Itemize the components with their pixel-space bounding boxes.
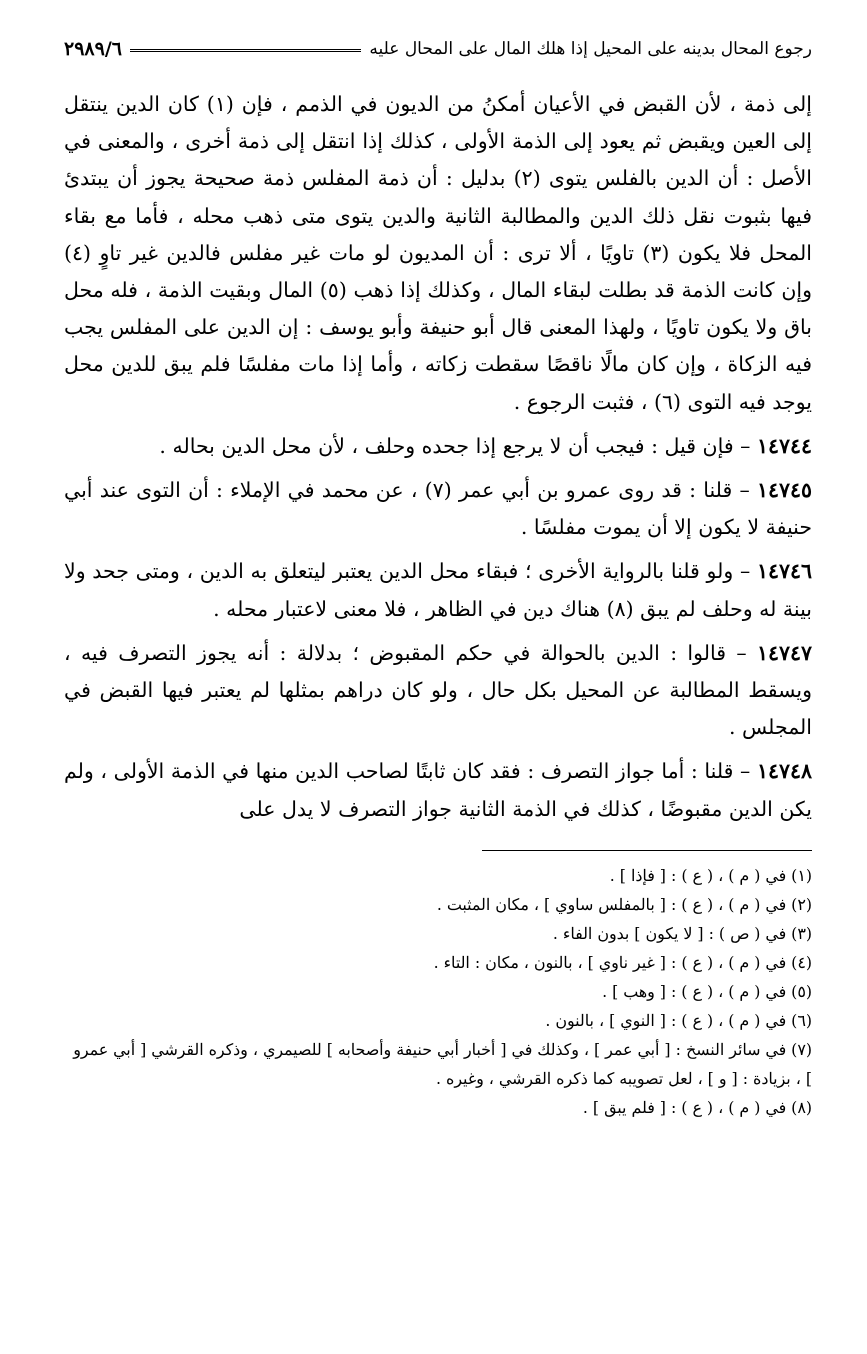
- numbered-paragraph: [64, 428, 812, 465]
- footnote-separator: [482, 850, 812, 851]
- paragraph-text: – فإن قيل : فيجب أن لا يرجع إذا جحده وحلف ، لأن محل الدين بحاله .: [159, 433, 751, 458]
- paragraph-text: – قلنا : أما جواز التصرف : فقد كان ثابتًا لصاحب الدين منها في الذمة الأولى ، ولم يكن الدين مقبوضًا ، كذلك في الذمة الثانية جواز التصرف لا يدل على: [64, 759, 812, 821]
- paragraph-number: ١٤٧٤٧: [756, 640, 812, 665]
- paragraph: [64, 86, 812, 421]
- book-page: [64, 34, 812, 1324]
- paragraph-number: ١٤٧٤٨: [756, 759, 812, 784]
- footnote: (٢) في ( م ) ، ( ع ) : [ بالمفلس ساوي ] ، مكان المثبت .: [436, 894, 812, 914]
- page-header: [64, 34, 812, 64]
- footnote: (٨) في ( م ) ، ( ع ) : [ فلم يبق ] .: [582, 1097, 812, 1117]
- running-title: رجوع المحال بدينه على المحيل إذا هلك المال على المحال عليه: [369, 39, 812, 59]
- paragraph-text: – قلنا : قد روى عمرو بن أبي عمر (٧) ، عن محمد في الإملاء : أن التوى عند أبي حنيفة لا يكون إلا أن يموت مفلسًا .: [64, 478, 812, 540]
- numbered-paragraph: [64, 553, 812, 627]
- footnote: (٦) في ( م ) ، ( ع ) : [ النوي ] ، بالنون .: [545, 1010, 812, 1030]
- paragraph-number: ١٤٧٤٥: [756, 478, 812, 503]
- paragraph-text: – ولو قلنا بالرواية الأخرى ؛ فبقاء محل الدين يعتبر ليتعلق به الدين ، ومتى جحد ولا بينة له وحلف لم يبق (٨) هناك دين في الظاهر ، فلا معنى لاعتبار محله .: [64, 559, 812, 621]
- numbered-paragraph: [64, 635, 812, 747]
- numbered-paragraph: [64, 753, 812, 827]
- footnote: (٣) في ( ص ) : [ لا يكون ] بدون الفاء .: [552, 923, 812, 943]
- footnote: (١) في ( م ) ، ( ع ) : [ فإذا ] .: [609, 865, 812, 885]
- footnote: (٥) في ( م ) ، ( ع ) : [ وهب ] .: [602, 981, 812, 1001]
- paragraph-text: إلى ذمة ، لأن القبض في الأعيان أمكنُ من الديون في الذمم ، فإن (١) كان الدين ينتقل إلى العين ويقبض ثم يعود إلى الذمة الأولى ، كذلك إذا انتقل إلى ذمة أخرى ، والمعنى في الأصل : أن الدين بالفلس يتوى (٢) بدليل : أن ذمة المفلس ذمة صحيحة يجوز أن يبتدئ فيها بثبوت نقل ذلك الدين والمطالبة الثانية والدين يتوى متى ذهب محله ، فأما مع بقاء المحل فلا يكون (٣) تاويًا ، ألا ترى : أن المديون لو مات غير مفلس فالدين غير تاوٍ (٤) وإن كانت الذمة قد بطلت لبقاء المال ، وكذلك إذا ذهب (٥) المال وبقيت الذمة ، فله محل باق ولا يكون تاويًا ، ولهذا المعنى قال أبو حنيفة وأبو يوسف : إن الدين على المفلس يجب فيه الزكاة ، وإن كان مالًا ناقصًا سقطت زكاته ، وأما إذا مات مفلسًا فلم يبق للدين محل يوجد فيه التوى (٦) ، فثبت الرجوع .: [64, 92, 813, 414]
- header-rule: [130, 49, 361, 52]
- page-number: ٢٩٨٩/٦: [64, 38, 122, 60]
- paragraph-number: ١٤٧٤٤: [756, 433, 812, 458]
- paragraph-number: ١٤٧٤٦: [756, 559, 812, 584]
- footnotes: [64, 861, 812, 1122]
- footnote: (٤) في ( م ) ، ( ع ) : [ غير ناوي ] ، بالنون ، مكان : التاء .: [433, 952, 812, 972]
- numbered-paragraph: [64, 472, 812, 546]
- main-text: [64, 86, 812, 828]
- paragraph-text: – قالوا : الدين بالحوالة في حكم المقبوض ؛ بدلالة : أنه يجوز التصرف فيه ، ويسقط المطالبة عن المحيل بكل حال ، ولو كان دراهم بمثلها لم يعتبر فيها القبض في المجلس .: [64, 640, 812, 740]
- footnote: (٧) في سائر النسخ : [ أبي عمر ] ، وكذلك في [ أخبار أبي حنيفة وأصحابه ] للصيمري ، وذكره القرشي [ أبي عمرو ] ، بزيادة : [ و ] ، لعل تصويبه كما ذكره القرشي ، وغيره .: [73, 1039, 812, 1088]
